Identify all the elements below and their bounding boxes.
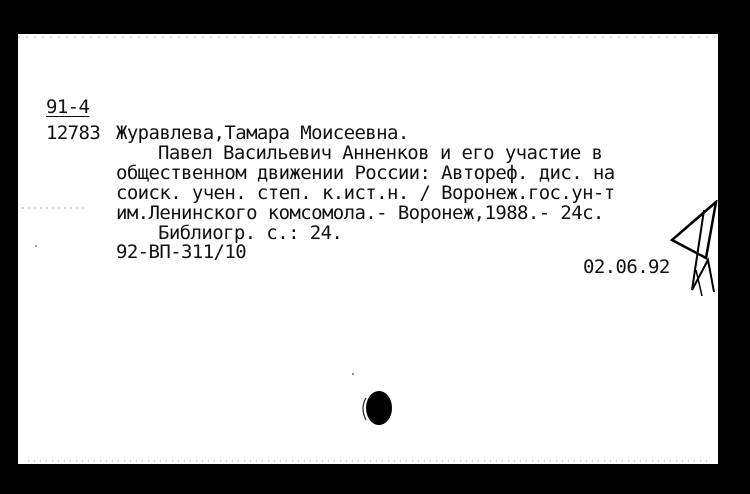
- punch-hole-mark: [360, 388, 394, 428]
- author-name: Журавлева,Тамара Моисеевна.: [116, 122, 409, 144]
- corner-mark: [666, 200, 722, 296]
- title-line: Павел Васильевич Анненков и его участие в: [158, 142, 603, 164]
- shelf-mark: 91-4: [46, 96, 90, 118]
- title-line: им.Ленинского комсомола.- Воронеж,1988.- 24с.: [116, 202, 604, 224]
- bibliography-note: Библиогр. с.: 24.: [158, 222, 343, 244]
- catalog-card: [18, 34, 718, 464]
- catalog-date: 02.06.92: [583, 256, 670, 278]
- inventory-number: 12783: [46, 122, 101, 144]
- catalog-code: 92-ВП-311/10: [116, 241, 247, 263]
- title-line: соиск. учен. степ. к.ист.н. / Воронеж.гос.ун-т: [116, 182, 615, 204]
- title-line: общественном движении России: Автореф. дис. на: [116, 162, 615, 184]
